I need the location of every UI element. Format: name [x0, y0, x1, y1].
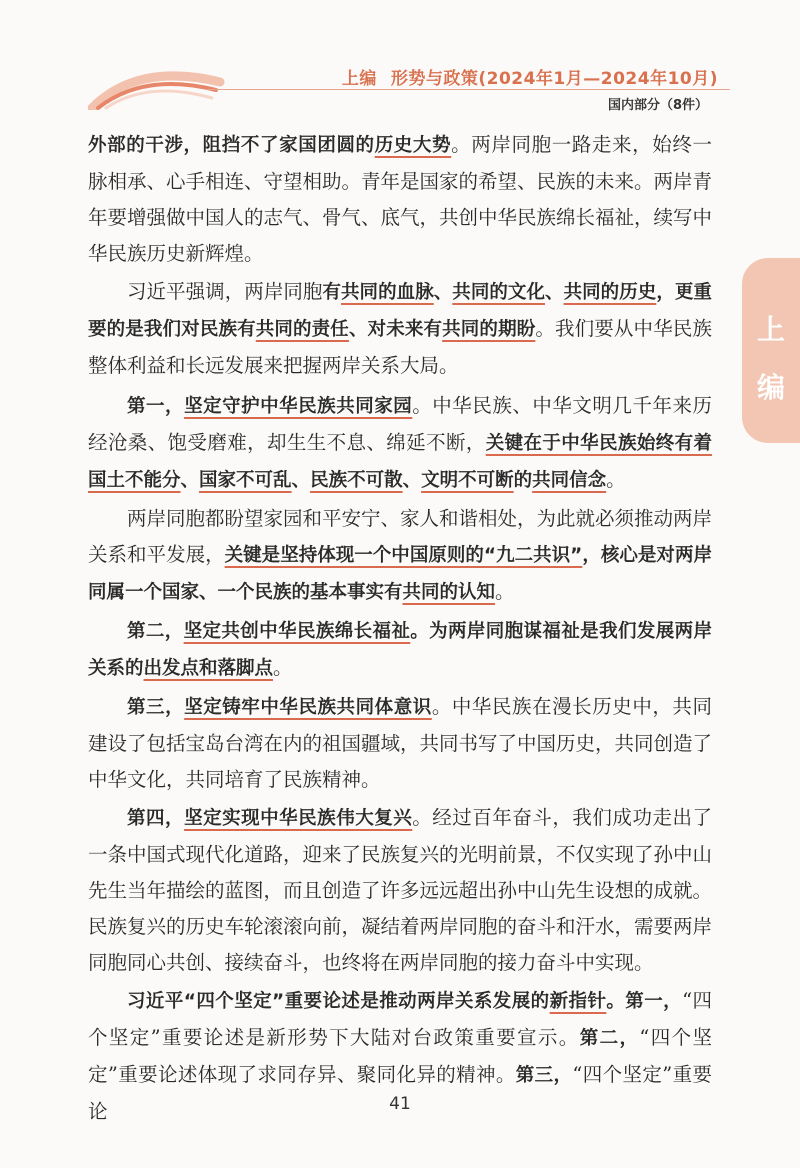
- text-span: 、: [402, 470, 422, 491]
- side-tab-char-1: 上: [756, 313, 785, 346]
- side-chapter-tab: [742, 258, 800, 443]
- highlight-span: 文明不可断: [421, 470, 514, 491]
- paragraph-1: [88, 127, 712, 272]
- highlight-span: 关键在于中华民族始终有着国土不能分: [88, 433, 712, 491]
- text-span: 、: [180, 470, 200, 491]
- text-span: 。为两岸同胞谋福祉是我们发展两岸关系的: [88, 621, 712, 679]
- text-span: 、: [433, 282, 453, 303]
- paragraph-2: [88, 274, 712, 384]
- highlight-span: 坚定守护中华民族共同家园: [184, 396, 413, 417]
- text-span: 、对未来有: [348, 319, 443, 340]
- text-span: 核心是对两岸同属一个国家、一个民族的基本事实有: [88, 545, 712, 603]
- highlight-span: 共同的历史: [563, 282, 657, 303]
- paragraph-4: [88, 501, 712, 611]
- paragraph-5: [88, 613, 712, 687]
- text-span: 、: [545, 282, 564, 303]
- text-span: 有: [322, 282, 342, 303]
- text-span: ，更重要的是我们对民族有: [88, 282, 712, 340]
- text-span: ，: [582, 545, 601, 566]
- text-span: 。: [606, 468, 626, 491]
- text-span: 。中华民族在漫长历史中，共同建设了包括宝岛台湾在内的祖国疆域，共同书写了中国历史，共同创造了中华文化，共同培育了民族精神。: [88, 695, 713, 791]
- text-span: “四个坚定”重要论述体现了求同存异、聚同化异的精神。: [88, 1026, 712, 1086]
- text-span: 。: [273, 656, 293, 679]
- text-span: 第一，: [127, 396, 185, 417]
- highlight-span: 共同的认知: [402, 582, 496, 603]
- text-span: 两岸同胞都盼望家园和平安宁、家人和谐相处，为此就必须推动两岸关系和平发展，: [88, 507, 713, 566]
- paragraph-7: [88, 800, 712, 981]
- highlight-span: 共同的责任: [255, 319, 349, 340]
- highlight-span: 共同的期盼: [442, 319, 536, 340]
- paragraph-3: [88, 388, 712, 499]
- highlight-span: 坚定铸牢中华民族共同体意识: [184, 697, 432, 718]
- header-subtitle: 国内部分（8件）: [607, 98, 708, 113]
- text-span: 、: [291, 470, 311, 491]
- text-span: 第二，: [127, 621, 184, 642]
- highlight-span: 坚定实现中华民族伟大复兴: [184, 808, 413, 829]
- text-span: “四个坚定”重要论: [88, 1063, 712, 1123]
- text-span: 。经过百年奋斗，我们成功走出了一条中国式现代化道路，迎来了民族复兴的光明前景，不仅实现了孙中山先生当年描绘的蓝图，而且创造了许多远远超出孙中山先生设想的成就。民族复兴的历史车轮滚滚向前，凝结着两岸同胞的奋斗和汗水，需要两岸同胞同心共创、接续奋斗，也终将在两岸同胞的接力奋斗中实现。: [88, 806, 713, 974]
- highlight-span: 历史大势: [374, 135, 452, 156]
- highlight-span: 出发点和落脚点: [143, 658, 274, 679]
- highlight-span: 国家不可乱: [199, 470, 292, 491]
- text-span: 习近平“四个坚定”重要论述是推动两岸关系发展的: [127, 991, 550, 1012]
- text-span: 。第一，: [606, 991, 683, 1012]
- header-rule: [205, 89, 730, 90]
- highlight-span: 共同信念: [532, 470, 607, 491]
- highlight-span: 新指针: [549, 991, 607, 1012]
- text-span: 。: [495, 580, 515, 603]
- header-arc-decoration: [88, 60, 238, 110]
- highlight-span: 关键是坚持体现一个中国原则的“九二共识”: [224, 545, 583, 566]
- text-span: 的: [513, 470, 533, 491]
- side-tab-char-2: 编: [756, 371, 785, 404]
- highlight-span: 坚定共创中华民族绵长福祉: [183, 621, 411, 642]
- highlight-span: 共同的文化: [452, 282, 546, 303]
- page-number: 41: [389, 1094, 411, 1114]
- text-span: 。中华民族、中华文明几千年来历经沧桑、饱受磨难，却生生不息、绵延不断，: [88, 394, 712, 454]
- text-span: 。两岸同胞一路走来，始终一脉相承、心手相连、守望相助。青年是国家的希望、民族的未来。两岸青年要增强做中国人的志气、骨气、底气，共创中华民族绵长福祉，续写中华民族历史新辉煌。: [88, 133, 713, 265]
- text-span: 第三，: [127, 697, 185, 718]
- header-title: [342, 64, 718, 89]
- highlight-span: 民族不可散: [310, 470, 403, 491]
- text-span: 第三，: [515, 1065, 573, 1086]
- text-span: 习近平强调，两岸同胞: [127, 280, 323, 303]
- text-span: 。我们要从中华民族整体利益和长远发展来把握两岸关系大局。: [88, 317, 712, 377]
- header-part-label: 上编: [341, 69, 377, 89]
- text-span: 第二，: [579, 1028, 640, 1049]
- text-span: 第四，: [127, 808, 185, 829]
- text-span: “四个坚定”重要论述是新形势下大陆对台政策重要宣示。: [88, 989, 712, 1049]
- body-text: [88, 127, 712, 1132]
- highlight-span: 共同的血脉: [341, 282, 434, 303]
- paragraph-6: [88, 689, 712, 798]
- text-span: 外部的干涉，阻挡不了家国团圆的: [88, 135, 375, 156]
- header-section-title: 形势与政策(2024年1月—2024年10月): [390, 69, 718, 89]
